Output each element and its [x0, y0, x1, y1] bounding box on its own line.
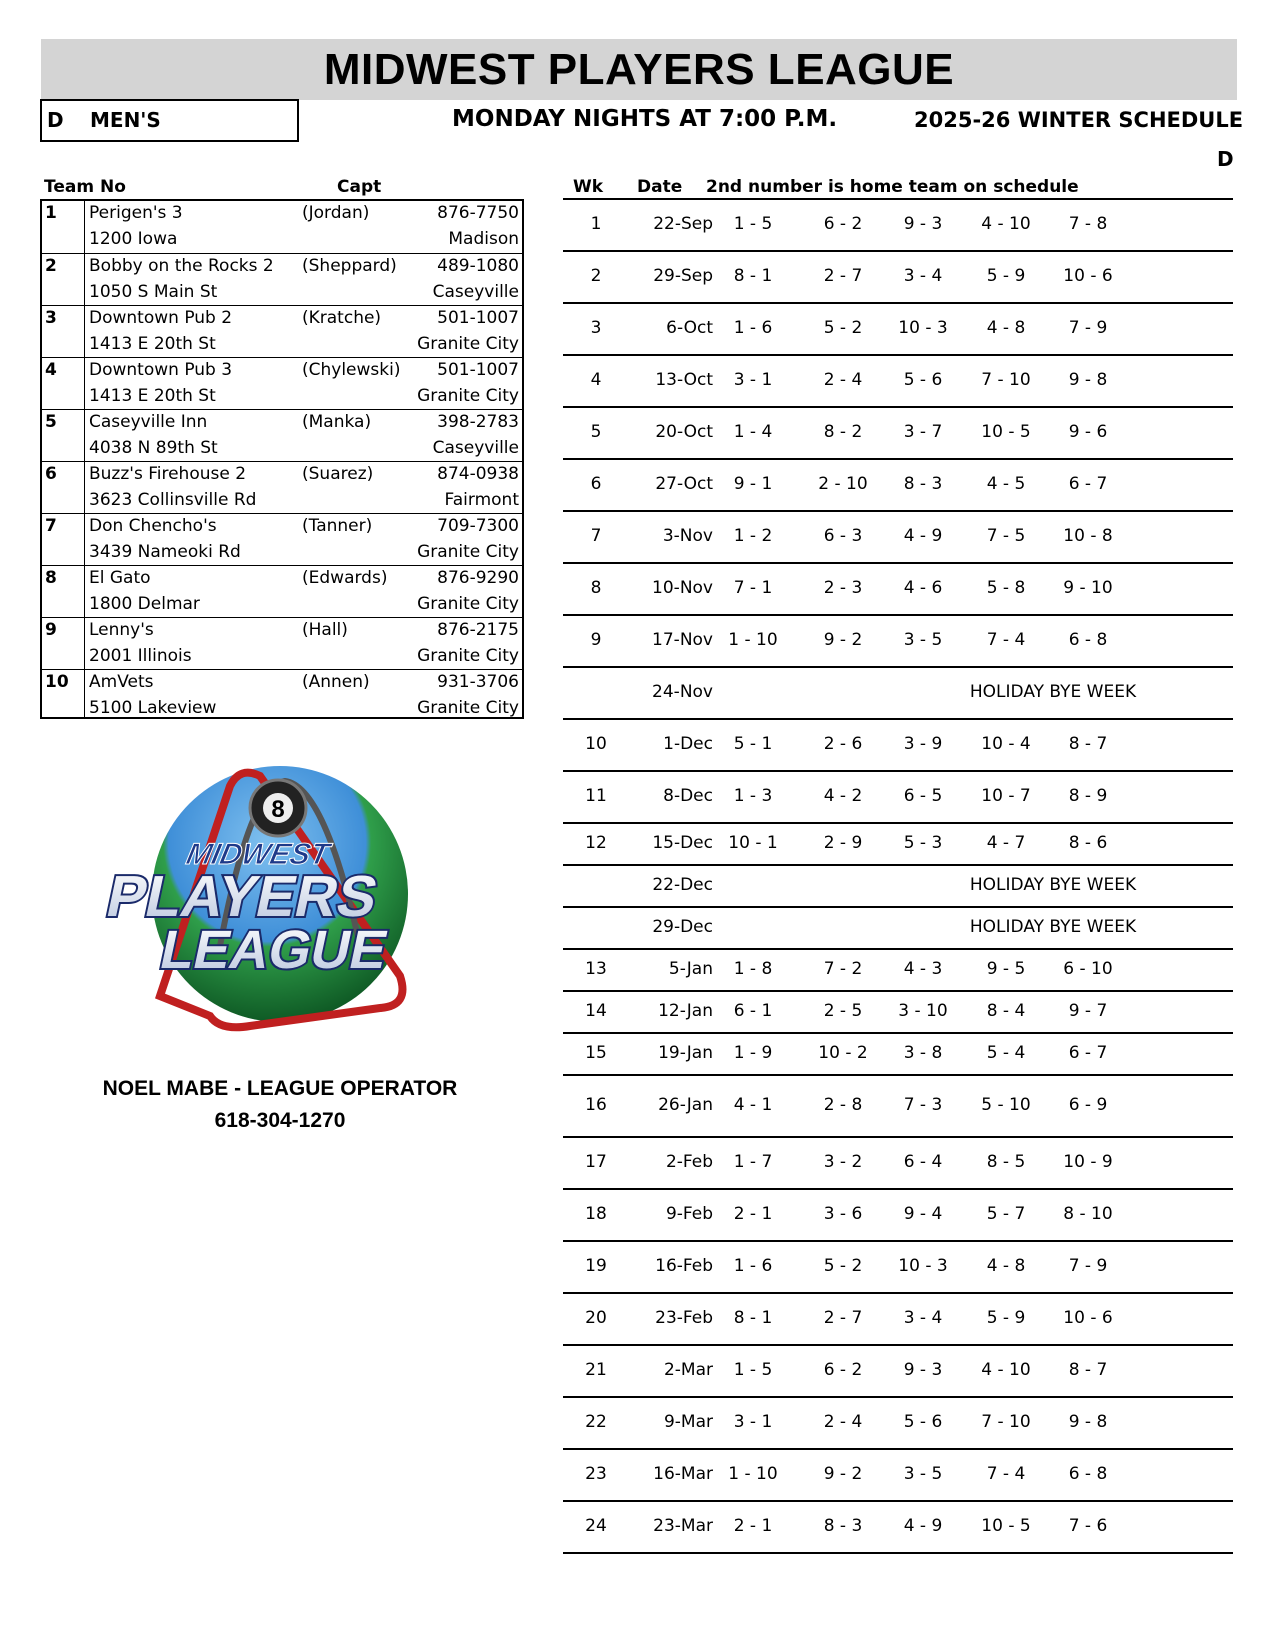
- week-number: 6: [590, 474, 602, 494]
- team-address: 5100 Lakeview: [89, 698, 217, 718]
- match-pairing: 7 - 9: [1068, 1256, 1108, 1276]
- week-number: 3: [590, 318, 602, 338]
- match-pairing: 10 - 3: [898, 318, 948, 338]
- match-pairing: 5 - 10: [981, 1095, 1031, 1115]
- match-pairing: 9 - 1: [733, 474, 773, 494]
- week-date: 9-Feb: [665, 1204, 713, 1224]
- match-pairing: 5 - 9: [986, 1308, 1026, 1328]
- week-number: 12: [585, 833, 607, 853]
- match-pairing: 3 - 9: [903, 734, 943, 754]
- team-address: 2001 Illinois: [89, 646, 192, 666]
- team-captain: (Hall): [302, 620, 348, 640]
- team-name: Buzz's Firehouse 2: [89, 464, 247, 484]
- team-city: Madison: [448, 229, 519, 249]
- match-pairing: 7 - 6: [1068, 1516, 1108, 1536]
- bye-week-label: HOLIDAY BYE WEEK: [969, 917, 1137, 937]
- team-name: Caseyville Inn: [89, 412, 208, 432]
- team-city: Granite City: [417, 698, 519, 718]
- week-number: 24: [585, 1516, 607, 1536]
- match-pairing: 1 - 6: [733, 318, 773, 338]
- date-header: Date: [637, 177, 683, 197]
- team-no: 3: [45, 308, 57, 328]
- team-row: [42, 409, 522, 462]
- schedule-row: [563, 718, 1233, 772]
- operator-phone: 618-304-1270: [214, 1109, 346, 1132]
- match-pairing: 9 - 10: [1063, 578, 1113, 598]
- schedule-row: [563, 614, 1233, 668]
- week-number: 21: [585, 1360, 607, 1380]
- match-pairing: 4 - 1: [733, 1095, 773, 1115]
- team-name: Bobby on the Rocks 2: [89, 256, 274, 276]
- match-pairing: 4 - 10: [981, 214, 1031, 234]
- match-pairing: 2 - 4: [823, 1412, 863, 1432]
- team-captain: (Suarez): [302, 464, 374, 484]
- team-name: Don Chencho's: [89, 516, 217, 536]
- week-number: 13: [585, 959, 607, 979]
- match-pairing: 5 - 6: [903, 1412, 943, 1432]
- team-row: [42, 305, 522, 358]
- match-pairing: 1 - 6: [733, 1256, 773, 1276]
- team-city: Granite City: [417, 334, 519, 354]
- season-label: 2025-26 WINTER SCHEDULE: [914, 108, 1244, 132]
- match-pairing: 9 - 6: [1068, 422, 1108, 442]
- team-address: 1800 Delmar: [89, 594, 200, 614]
- match-pairing: 5 - 4: [986, 1043, 1026, 1063]
- match-pairing: 3 - 5: [903, 630, 943, 650]
- match-pairing: 8 - 3: [823, 1516, 863, 1536]
- week-number: 4: [590, 370, 602, 390]
- week-number: 19: [585, 1256, 607, 1276]
- week-date: 1-Dec: [663, 734, 713, 754]
- team-phone: 501-1007: [437, 308, 519, 328]
- week-date: 23-Feb: [655, 1308, 713, 1328]
- match-pairing: 6 - 1: [733, 1001, 773, 1021]
- match-pairing: 9 - 7: [1068, 1001, 1108, 1021]
- team-row: [42, 617, 522, 670]
- week-date: 12-Jan: [658, 1001, 713, 1021]
- match-pairing: 7 - 4: [986, 1464, 1026, 1484]
- schedule-row: [563, 1448, 1233, 1502]
- match-pairing: 7 - 10: [981, 370, 1031, 390]
- week-date: 29-Dec: [652, 917, 713, 937]
- team-no-header: Team No: [44, 177, 126, 197]
- match-pairing: 1 - 2: [733, 526, 773, 546]
- match-pairing: 2 - 4: [823, 370, 863, 390]
- match-pairing: 7 - 2: [823, 959, 863, 979]
- week-number: 23: [585, 1464, 607, 1484]
- schedule-row: [563, 510, 1233, 564]
- match-pairing: 6 - 9: [1068, 1095, 1108, 1115]
- match-pairing: 6 - 5: [903, 786, 943, 806]
- team-row: [42, 513, 522, 566]
- match-pairing: 1 - 8: [733, 959, 773, 979]
- match-pairing: 7 - 1: [733, 578, 773, 598]
- division-code: D: [47, 108, 64, 132]
- match-pairing: 3 - 1: [733, 1412, 773, 1432]
- match-pairing: 1 - 5: [733, 1360, 773, 1380]
- team-table: [40, 199, 524, 719]
- match-pairing: 8 - 1: [733, 1308, 773, 1328]
- match-pairing: 1 - 5: [733, 214, 773, 234]
- match-pairing: 7 - 9: [1068, 318, 1108, 338]
- week-number: 14: [585, 1001, 607, 1021]
- match-pairing: 10 - 7: [981, 786, 1031, 806]
- match-pairing: 4 - 7: [986, 833, 1026, 853]
- match-pairing: 3 - 4: [903, 266, 943, 286]
- team-captain: (Annen): [302, 672, 370, 692]
- match-pairing: 6 - 7: [1068, 474, 1108, 494]
- match-pairing: 4 - 8: [986, 1256, 1026, 1276]
- match-pairing: 5 - 8: [986, 578, 1026, 598]
- week-date: 17-Nov: [652, 630, 713, 650]
- match-pairing: 1 - 10: [728, 1464, 778, 1484]
- match-pairing: 8 - 10: [1063, 1204, 1113, 1224]
- schedule-row: [563, 1396, 1233, 1450]
- week-date: 22-Sep: [653, 214, 713, 234]
- match-pairing: 9 - 3: [903, 1360, 943, 1380]
- match-pairing: 8 - 6: [1068, 833, 1108, 853]
- match-pairing: 5 - 6: [903, 370, 943, 390]
- schedule-row: [563, 1074, 1233, 1138]
- team-captain: (Kratche): [302, 308, 382, 328]
- week-number: 16: [585, 1095, 607, 1115]
- team-no: 2: [45, 256, 57, 276]
- team-phone: 876-9290: [437, 568, 519, 588]
- bye-week-row: [563, 864, 1233, 908]
- wk-header: Wk: [573, 177, 604, 197]
- schedule-row: [563, 1136, 1233, 1190]
- team-name: AmVets: [89, 672, 154, 692]
- schedule-row: [563, 1292, 1233, 1346]
- week-number: 2: [590, 266, 602, 286]
- match-pairing: 8 - 2: [823, 422, 863, 442]
- match-pairing: 9 - 3: [903, 214, 943, 234]
- match-pairing: 4 - 6: [903, 578, 943, 598]
- week-date: 16-Feb: [655, 1256, 713, 1276]
- team-city: Caseyville: [432, 438, 519, 458]
- week-number: 5: [590, 422, 602, 442]
- team-city: Granite City: [417, 594, 519, 614]
- schedule-row: [563, 1500, 1233, 1554]
- schedule-note: 2nd number is home team on schedule: [706, 177, 1079, 197]
- week-date: 23-Mar: [653, 1516, 713, 1536]
- schedule-row: [563, 406, 1233, 460]
- week-date: 24-Nov: [652, 682, 713, 702]
- match-pairing: 6 - 4: [903, 1152, 943, 1172]
- match-pairing: 9 - 5: [986, 959, 1026, 979]
- bye-week-label: HOLIDAY BYE WEEK: [969, 682, 1137, 702]
- division-box: [40, 99, 299, 142]
- match-pairing: 5 - 1: [733, 734, 773, 754]
- team-row: [42, 669, 522, 722]
- team-phone: 398-2783: [437, 412, 519, 432]
- team-row: [42, 357, 522, 410]
- match-pairing: 4 - 5: [986, 474, 1026, 494]
- team-address: 3623 Collinsville Rd: [89, 490, 257, 510]
- week-date: 8-Dec: [663, 786, 713, 806]
- team-name: Downtown Pub 3: [89, 360, 233, 380]
- match-pairing: 4 - 10: [981, 1360, 1031, 1380]
- match-pairing: 5 - 9: [986, 266, 1026, 286]
- capt-header: Capt: [337, 177, 382, 197]
- week-date: 19-Jan: [658, 1043, 713, 1063]
- team-address: 4038 N 89th St: [89, 438, 218, 458]
- match-pairing: 10 - 9: [1063, 1152, 1113, 1172]
- week-number: 8: [590, 578, 602, 598]
- match-pairing: 2 - 8: [823, 1095, 863, 1115]
- match-pairing: 10 - 2: [818, 1043, 868, 1063]
- team-captain: (Jordan): [302, 203, 370, 223]
- team-captain: (Edwards): [302, 568, 388, 588]
- division-label: MEN'S: [90, 108, 161, 132]
- team-no: 1: [45, 203, 57, 223]
- team-row: [42, 253, 522, 306]
- schedule-row: [563, 1240, 1233, 1294]
- team-phone: 709-7300: [437, 516, 519, 536]
- match-pairing: 9 - 4: [903, 1204, 943, 1224]
- week-number: 10: [585, 734, 607, 754]
- operator-name: NOEL MABE - LEAGUE OPERATOR: [102, 1077, 458, 1100]
- week-date: 3-Nov: [662, 526, 713, 546]
- week-date: 6-Oct: [666, 318, 713, 338]
- match-pairing: 4 - 3: [903, 959, 943, 979]
- match-pairing: 1 - 4: [733, 422, 773, 442]
- match-pairing: 2 - 10: [818, 474, 868, 494]
- match-pairing: 7 - 4: [986, 630, 1026, 650]
- match-pairing: 3 - 1: [733, 370, 773, 390]
- schedule-row: [563, 822, 1233, 866]
- match-pairing: 4 - 9: [903, 1516, 943, 1536]
- match-pairing: 3 - 6: [823, 1204, 863, 1224]
- match-pairing: 8 - 3: [903, 474, 943, 494]
- week-date: 10-Nov: [652, 578, 713, 598]
- team-row: [42, 201, 522, 253]
- match-pairing: 8 - 4: [986, 1001, 1026, 1021]
- schedule-row: [563, 198, 1233, 252]
- team-address: 1413 E 20th St: [89, 334, 216, 354]
- match-pairing: 9 - 8: [1068, 370, 1108, 390]
- match-pairing: 2 - 7: [823, 1308, 863, 1328]
- match-pairing: 7 - 3: [903, 1095, 943, 1115]
- match-pairing: 3 - 7: [903, 422, 943, 442]
- team-name: Perigen's 3: [89, 203, 183, 223]
- team-phone: 874-0938: [437, 464, 519, 484]
- schedule-row: [563, 770, 1233, 824]
- schedule-row: [563, 948, 1233, 992]
- match-pairing: 4 - 2: [823, 786, 863, 806]
- team-phone: 501-1007: [437, 360, 519, 380]
- week-date: 29-Sep: [653, 266, 713, 286]
- match-pairing: 6 - 3: [823, 526, 863, 546]
- match-pairing: 10 - 3: [898, 1256, 948, 1276]
- week-date: 9-Mar: [663, 1412, 713, 1432]
- team-name: El Gato: [89, 568, 151, 588]
- bye-week-row: [563, 906, 1233, 950]
- week-number: 9: [590, 630, 602, 650]
- week-date: 20-Oct: [655, 422, 713, 442]
- match-pairing: 2 - 1: [733, 1204, 773, 1224]
- schedule-row: [563, 1188, 1233, 1242]
- schedule-row: [563, 1344, 1233, 1398]
- team-no: 5: [45, 412, 57, 432]
- logo-word-players: PLAYERS: [101, 864, 384, 929]
- team-captain: (Sheppard): [302, 256, 397, 276]
- match-pairing: 8 - 7: [1068, 1360, 1108, 1380]
- bye-week-row: [563, 666, 1233, 720]
- match-pairing: 3 - 10: [898, 1001, 948, 1021]
- schedule-row: [563, 990, 1233, 1034]
- match-pairing: 7 - 10: [981, 1412, 1031, 1432]
- schedule-row: [563, 1032, 1233, 1076]
- week-number: 20: [585, 1308, 607, 1328]
- week-number: 15: [585, 1043, 607, 1063]
- team-phone: 876-2175: [437, 620, 519, 640]
- match-pairing: 6 - 8: [1068, 630, 1108, 650]
- match-pairing: 9 - 2: [823, 630, 863, 650]
- match-pairing: 5 - 2: [823, 318, 863, 338]
- match-pairing: 1 - 10: [728, 630, 778, 650]
- schedule-row: [563, 302, 1233, 356]
- week-number: 11: [585, 786, 607, 806]
- team-no: 8: [45, 568, 57, 588]
- division-code-right: D: [1217, 147, 1234, 171]
- team-city: Granite City: [417, 542, 519, 562]
- match-pairing: 3 - 2: [823, 1152, 863, 1172]
- match-pairing: 10 - 8: [1063, 526, 1113, 546]
- logo-word-midwest: MIDWEST: [183, 838, 332, 871]
- week-number: 22: [585, 1412, 607, 1432]
- match-pairing: 3 - 4: [903, 1308, 943, 1328]
- match-pairing: 5 - 7: [986, 1204, 1026, 1224]
- schedule-row: [563, 354, 1233, 408]
- week-number: 7: [590, 526, 602, 546]
- team-city: Granite City: [417, 386, 519, 406]
- match-pairing: 2 - 5: [823, 1001, 863, 1021]
- match-pairing: 8 - 7: [1068, 734, 1108, 754]
- match-pairing: 1 - 7: [733, 1152, 773, 1172]
- match-pairing: 1 - 3: [733, 786, 773, 806]
- match-pairing: 10 - 5: [981, 422, 1031, 442]
- week-number: 18: [585, 1204, 607, 1224]
- match-pairing: 8 - 9: [1068, 786, 1108, 806]
- logo-word-league: LEAGUE: [155, 919, 394, 980]
- match-pairing: 6 - 2: [823, 1360, 863, 1380]
- team-no: 4: [45, 360, 57, 380]
- team-name: Lenny's: [89, 620, 154, 640]
- team-phone: 489-1080: [437, 256, 519, 276]
- page-title: MIDWEST PLAYERS LEAGUE: [41, 39, 1237, 100]
- match-pairing: 3 - 5: [903, 1464, 943, 1484]
- team-phone: 876-7750: [437, 203, 519, 223]
- week-date: 2-Feb: [665, 1152, 713, 1172]
- week-number: 17: [585, 1152, 607, 1172]
- match-pairing: 2 - 6: [823, 734, 863, 754]
- team-captain: (Manka): [302, 412, 372, 432]
- team-row: [42, 565, 522, 618]
- team-phone: 931-3706: [437, 672, 519, 692]
- week-date: 5-Jan: [668, 959, 713, 979]
- team-row: [42, 461, 522, 514]
- week-date: 13-Oct: [655, 370, 713, 390]
- week-date: 27-Oct: [655, 474, 713, 494]
- schedule-row: [563, 250, 1233, 304]
- team-city: Granite City: [417, 646, 519, 666]
- match-pairing: 4 - 8: [986, 318, 1026, 338]
- match-pairing: 5 - 2: [823, 1256, 863, 1276]
- match-pairing: 2 - 3: [823, 578, 863, 598]
- match-pairing: 6 - 2: [823, 214, 863, 234]
- team-address: 3439 Nameoki Rd: [89, 542, 241, 562]
- match-pairing: 6 - 10: [1063, 959, 1113, 979]
- match-pairing: 10 - 1: [728, 833, 778, 853]
- team-captain: (Tanner): [302, 516, 373, 536]
- week-date: 16-Mar: [653, 1464, 713, 1484]
- match-pairing: 7 - 5: [986, 526, 1026, 546]
- league-night: MONDAY NIGHTS AT 7:00 P.M.: [452, 106, 838, 132]
- team-captain: (Chylewski): [302, 360, 401, 380]
- team-no: 10: [45, 672, 69, 692]
- team-name: Downtown Pub 2: [89, 308, 233, 328]
- schedule-row: [563, 562, 1233, 616]
- week-date: 15-Dec: [652, 833, 713, 853]
- match-pairing: 6 - 7: [1068, 1043, 1108, 1063]
- team-address: 1413 E 20th St: [89, 386, 216, 406]
- match-pairing: 2 - 1: [733, 1516, 773, 1536]
- bye-week-label: HOLIDAY BYE WEEK: [969, 875, 1137, 895]
- eight-ball-number: 8: [271, 796, 285, 823]
- match-pairing: 8 - 5: [986, 1152, 1026, 1172]
- match-pairing: 10 - 4: [981, 734, 1031, 754]
- week-date: 22-Dec: [652, 875, 713, 895]
- match-pairing: 6 - 8: [1068, 1464, 1108, 1484]
- week-date: 26-Jan: [658, 1095, 713, 1115]
- match-pairing: 9 - 8: [1068, 1412, 1108, 1432]
- schedule-row: [563, 458, 1233, 512]
- match-pairing: 3 - 8: [903, 1043, 943, 1063]
- match-pairing: 2 - 7: [823, 266, 863, 286]
- team-no: 9: [45, 620, 57, 640]
- match-pairing: 2 - 9: [823, 833, 863, 853]
- match-pairing: 7 - 8: [1068, 214, 1108, 234]
- match-pairing: 8 - 1: [733, 266, 773, 286]
- team-address: 1200 Iowa: [89, 229, 178, 249]
- league-logo: [100, 746, 470, 1046]
- team-city: Fairmont: [444, 490, 519, 510]
- team-city: Caseyville: [432, 282, 519, 302]
- match-pairing: 9 - 2: [823, 1464, 863, 1484]
- match-pairing: 10 - 6: [1063, 266, 1113, 286]
- week-number: 1: [590, 214, 602, 234]
- match-pairing: 10 - 6: [1063, 1308, 1113, 1328]
- team-no: 7: [45, 516, 57, 536]
- match-pairing: 5 - 3: [903, 833, 943, 853]
- team-address: 1050 S Main St: [89, 282, 218, 302]
- match-pairing: 4 - 9: [903, 526, 943, 546]
- team-no: 6: [45, 464, 57, 484]
- match-pairing: 1 - 9: [733, 1043, 773, 1063]
- match-pairing: 10 - 5: [981, 1516, 1031, 1536]
- week-date: 2-Mar: [663, 1360, 713, 1380]
